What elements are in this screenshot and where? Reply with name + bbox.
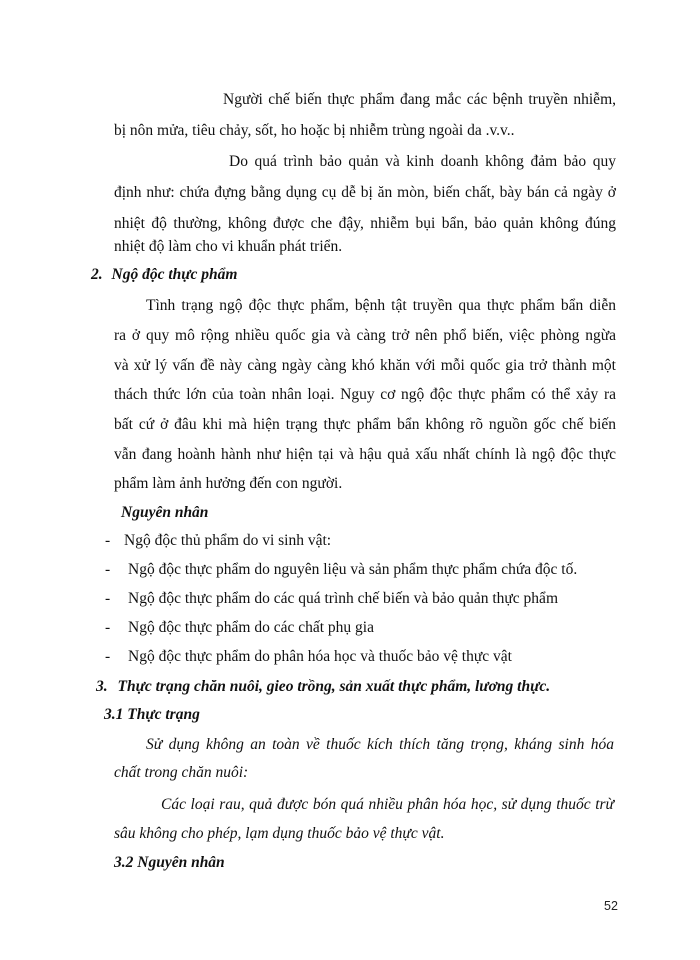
bullet-text: Ngộ độc thực phẩm do các quá trình chế biến và bảo quản thực phẩm: [128, 590, 558, 607]
subsection-3-1-p2-line-1: Các loại rau, quả được bón quá nhiều phân hóa học, sử dụng thuốc trừ: [161, 796, 614, 813]
bullet-dash: -: [105, 619, 111, 636]
bullet-dash: -: [105, 532, 111, 549]
bullet-text: Ngộ độc thủ phẩm do vi sinh vật:: [124, 532, 332, 549]
bullet-item-2: [105, 560, 578, 580]
section-2-line-6: vẫn đang hoành hành như hiện tại và hậu quả xấu nhất chính là ngộ độc thực: [114, 446, 616, 463]
section-2-line-4: thách thức lớn của toàn nhân loại. Nguy cơ ngộ độc thực phẩm có thể xảy ra: [114, 386, 616, 403]
subsection-3-2-title: 3.2 Nguyên nhân: [114, 854, 225, 871]
section-2-line-2: ra ở quy mô rộng nhiều quốc gia và càng trở nên phổ biến, việc phòng ngừa: [114, 327, 616, 344]
para1-line-2: bị nôn mửa, tiêu chảy, sốt, ho hoặc bị nhiễm trùng ngoài da .v.v..: [114, 122, 515, 139]
bullet-text: Ngộ độc thực phẩm do nguyên liệu và sản phẩm thực phẩm chứa độc tố.: [128, 561, 578, 578]
bullet-dash: -: [105, 561, 111, 578]
bullet-dash: -: [105, 590, 111, 607]
bullet-item-3: [105, 589, 558, 609]
bullet-dash: -: [105, 648, 111, 665]
bullet-item-5: [105, 647, 512, 667]
subsection-3-1-p2-line-2: sâu không cho phép, lạm dụng thuốc bảo vệ thực vật.: [114, 825, 445, 842]
subsection-3-1-p1-line-1: Sử dụng không an toàn về thuốc kích thích tăng trọng, kháng sinh hóa: [146, 736, 614, 753]
para2-line-3: nhiệt độ thường, không được che đậy, nhiễm bụi bẩn, bảo quản không đúng: [114, 215, 616, 232]
section-2-line-3: và xử lý vấn đề này càng ngày càng khó khăn với mỗi quốc gia trở thành một: [114, 357, 616, 374]
para2-line-4: nhiệt độ làm cho vi khuẩn phát triển.: [114, 238, 343, 255]
bullet-text: Ngộ độc thực phẩm do phân hóa học và thuốc bảo vệ thực vật: [128, 648, 512, 665]
bullet-text: Ngộ độc thực phẩm do các chất phụ gia: [128, 619, 374, 636]
page-number: 52: [604, 899, 618, 913]
section-3-title: Thực trạng chăn nuôi, gieo trồng, sản xuất thực phẩm, lương thực.: [117, 678, 551, 695]
cause-heading: Nguyên nhân: [121, 504, 209, 521]
para2-line-1: Do quá trình bảo quản và kinh doanh không đảm bảo quy: [229, 153, 616, 170]
section-2-number: 2.: [91, 266, 103, 283]
section-2-line-5: bất cứ ở đâu khi mà hiện trạng thực phẩm bẩn không rõ nguồn gốc chế biến: [114, 416, 616, 433]
subsection-3-1-p1-line-2: chất trong chăn nuôi:: [114, 764, 249, 781]
section-2-heading: [91, 265, 237, 285]
bullet-item-1: [105, 531, 332, 551]
subsection-3-1-title: 3.1 Thực trạng: [104, 706, 200, 723]
section-2-title: Ngộ độc thực phẩm: [111, 266, 238, 283]
section-2-line-7: phẩm làm ảnh hưởng đến con người.: [114, 475, 343, 492]
section-2-line-1: Tình trạng ngộ độc thực phẩm, bệnh tật truyền qua thực phẩm bẩn diễn: [146, 297, 616, 314]
bullet-item-4: [105, 618, 374, 638]
para2-line-2: định như: chứa đựng bằng dụng cụ dễ bị ăn mòn, biến chất, bày bán cả ngày ở: [114, 184, 616, 201]
section-3-number: 3.: [96, 678, 108, 695]
para1-line-1: Người chế biến thực phẩm đang mắc các bệnh truyền nhiễm,: [223, 91, 616, 108]
section-3-heading: [96, 677, 550, 697]
